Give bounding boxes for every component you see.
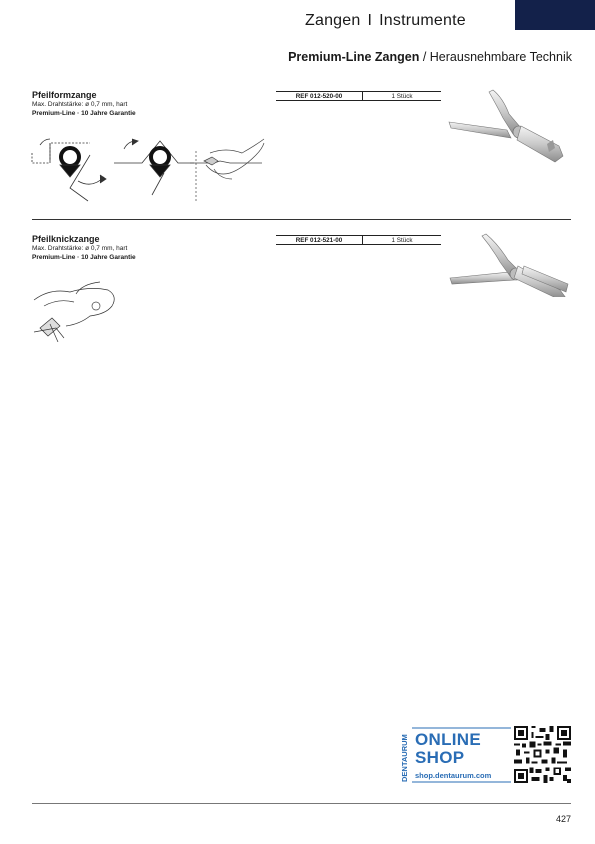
- product-name: Pfeilformzange: [32, 90, 97, 100]
- product-spec: Max. Drahtstärke: ø 0,7 mm, hart: [32, 245, 128, 252]
- ref-table-1: [276, 91, 441, 101]
- page-number: 427: [555, 814, 571, 824]
- shop-url-link[interactable]: shop.dentaurum.com: [415, 771, 492, 780]
- ref-row: [276, 236, 441, 245]
- product-guarantee: Premium-Line · 10 Jahre Garantie: [32, 110, 136, 117]
- product-name: Pfeilknickzange: [32, 234, 100, 244]
- ref-quantity: 1 Stück: [363, 236, 442, 245]
- product-info-pfeilformzange: [32, 90, 136, 118]
- section-title-left: Zangen: [305, 12, 361, 29]
- product-spec: Max. Drahtstärke: ø 0,7 mm, hart: [32, 101, 128, 108]
- diagram-step-2: [114, 139, 194, 195]
- header-color-tab: [515, 0, 595, 30]
- product-divider: [32, 219, 571, 220]
- diagram-step-1: [32, 139, 106, 201]
- qr-code[interactable]: [514, 726, 571, 783]
- diagram-step-3-hand: [190, 139, 264, 201]
- ref-table-2: [276, 235, 441, 245]
- section-title-right: Instrumente: [379, 12, 466, 29]
- dentaurum-logo-vertical: [398, 725, 410, 783]
- shop-brand-text: DENTAURUM: [400, 734, 409, 782]
- footer-rule: [32, 803, 571, 804]
- section-title: [305, 12, 466, 30]
- page-subheading: [0, 50, 572, 64]
- shop-title-shop[interactable]: SHOP: [415, 748, 465, 767]
- usage-diagram-pfeilformzange: [30, 133, 265, 203]
- section-title-separator: I: [367, 12, 373, 29]
- ref-row: [276, 92, 441, 101]
- product-info-pfeilknickzange: [32, 234, 136, 262]
- plier-image-pfeilformzange: [447, 88, 572, 168]
- product-guarantee: Premium-Line · 10 Jahre Garantie: [32, 254, 136, 261]
- subheading-bold: Premium-Line Zangen: [288, 50, 420, 64]
- ref-number: REF 012-520-00: [276, 92, 363, 101]
- usage-diagram-pfeilknickzange: [30, 280, 120, 342]
- ref-quantity: 1 Stück: [363, 92, 442, 101]
- ref-number: REF 012-521-00: [276, 236, 363, 245]
- subheading-rest: / Herausnehmbare Technik: [419, 50, 572, 64]
- shop-title-online[interactable]: ONLINE: [415, 730, 482, 749]
- plier-image-pfeilknickzange: [448, 232, 570, 297]
